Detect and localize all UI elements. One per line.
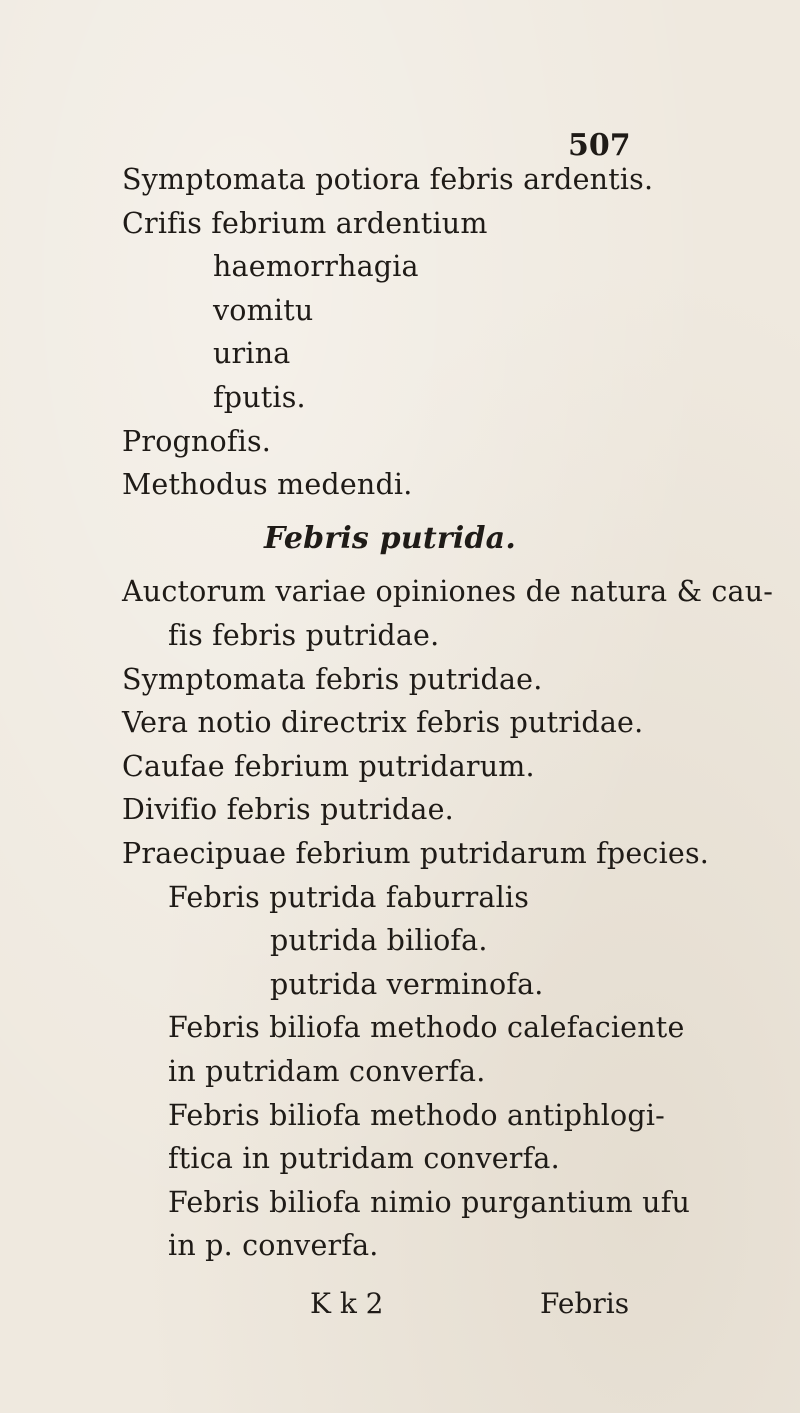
toc-line: urina [213, 337, 291, 371]
toc-line: fis febris putridae. [168, 619, 440, 652]
toc-line: Febris biliofa methodo calefaciente [168, 1011, 685, 1045]
toc-line: Febris biliofa nimio purgantium ufu [168, 1185, 691, 1219]
toc-line: Methodus medendi. [122, 468, 413, 502]
toc-line: Symptomata potiora febris ardentis. [122, 163, 654, 196]
toc-line: Febris biliofa methodo antiphlogi- [168, 1098, 665, 1132]
toc-line: Caufae febrium putridarum. [122, 749, 535, 783]
toc-line: Crifis febrium ardentium [122, 206, 488, 240]
toc-line: Prognofis. [122, 424, 272, 458]
toc-line: Auctorum variae opiniones de natura & cau- [122, 575, 774, 609]
toc-line: Vera notio directrix febris putridae. [122, 706, 644, 740]
toc-line: ftica in putridam converfa. [168, 1142, 560, 1176]
toc-line: in p. converfa. [168, 1229, 379, 1263]
toc-line: Divifio febris putridae. [122, 793, 454, 827]
catchword: Febris [540, 1287, 630, 1320]
toc-line: Febris putrida faburralis [168, 880, 530, 914]
toc-line: in putridam converfa. [168, 1055, 486, 1088]
toc-line: haemorrhagia [213, 250, 419, 284]
toc-line: Praecipuae febrium putridarum fpecies. [122, 837, 710, 870]
toc-line: putrida biliofa. [270, 924, 488, 958]
section-heading: Febris putrida. [264, 520, 516, 556]
toc-line: vomitu [213, 293, 314, 327]
page-number: 507 [568, 128, 631, 163]
toc-line: fputis. [213, 381, 306, 414]
toc-line: putrida verminofa. [270, 967, 544, 1001]
toc-line: Symptomata febris putridae. [122, 662, 543, 696]
signature-mark: K k 2 [310, 1287, 384, 1320]
